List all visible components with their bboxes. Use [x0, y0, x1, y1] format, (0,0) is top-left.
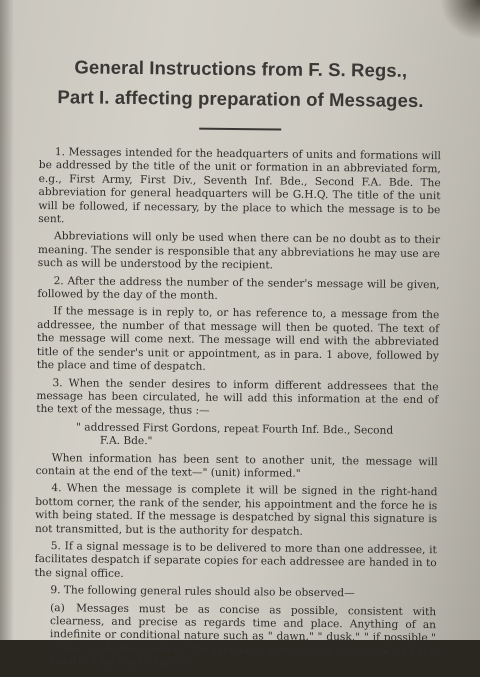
paragraph-3-quote-line-2: F.A. Bde.": [99, 434, 153, 448]
corner-shadow: [440, 0, 480, 40]
paragraph-2: 2. After the address the number of the sender's message will be given, followed by the day of the month.: [37, 274, 440, 302]
paragraph-3: 3. When the sender desires to inform different addressees that the message has been circulated, he will add this information at the end of the text of the message, thus :—: [36, 376, 439, 418]
paragraph-1: 1. Messages intended for the headquarters of units and formations will be addressed by the title of the unit or formation in an abbreviated form, e.g., First Army, First Div., Seventh Inf. Bde., Second F.A. Bde. The abbreviation for general headquarters will be G.H.Q. The title of the unit will be followed, if necessary, by the place to which the message is to be sent.: [38, 146, 441, 226]
paragraph-5: 5. If a signal message is to be delivered to more than one addressee, it facilitates despatch if separate copies for each addressee are handed in to the signal office.: [34, 540, 437, 580]
title-line-1: General Instructions from F. S. Regs.,: [74, 56, 408, 81]
paragraph-4: 4. When the message is complete it will be signed in the right-hand bottom corner, the rank of the sender, his appointment and the force he is with being stated. If the message is despatched by signal this signature is not transmitted, but is the authority for despatch.: [34, 482, 438, 538]
page-edge-shadow: [0, 0, 14, 640]
paragraph-9a-text: Messages must be as concise as possible, consistent with clearness, and precise as regards time and place. Anything of an indefinite or conditional nature such as " dawn," " dusk," " if possible," " may," is to be avoided. The language used should be simple and the handwriting easily legible.: [49, 602, 437, 669]
paragraph-9a-label: (a): [50, 601, 65, 614]
paragraph-1-continued: Abbreviations will only be used when there can be no doubt as to their meaning. The sender is responsible that any abbreviations he may use are such as will be understood by the recipient.: [37, 230, 441, 272]
paragraph-2-continued: If the message is in reply to, or has reference to, a message from the addressee, the number of that message will then be quoted. The text of the message will come next. The message will end with the abbreviated title of the sender's unit or appointment, as in para. 1 above, followed by the place and time of despatch.: [36, 305, 440, 373]
title-divider: [199, 128, 281, 131]
paragraph-3-quote-line-1: " addressed First Gordons, repeat Fourth Inf. Bde., Second: [76, 421, 394, 437]
document-body: [34, 52, 442, 677]
title-line-2: Part I. affecting preparation of Messages.: [57, 86, 424, 112]
paragraph-3-continued: When information has been sent to another unit, the message will contain at the end of the text—" (unit) informed.": [35, 451, 438, 480]
paragraph-9: 9. The following general rules should also be observed—: [50, 584, 355, 600]
paragraph-9a: [34, 602, 437, 673]
